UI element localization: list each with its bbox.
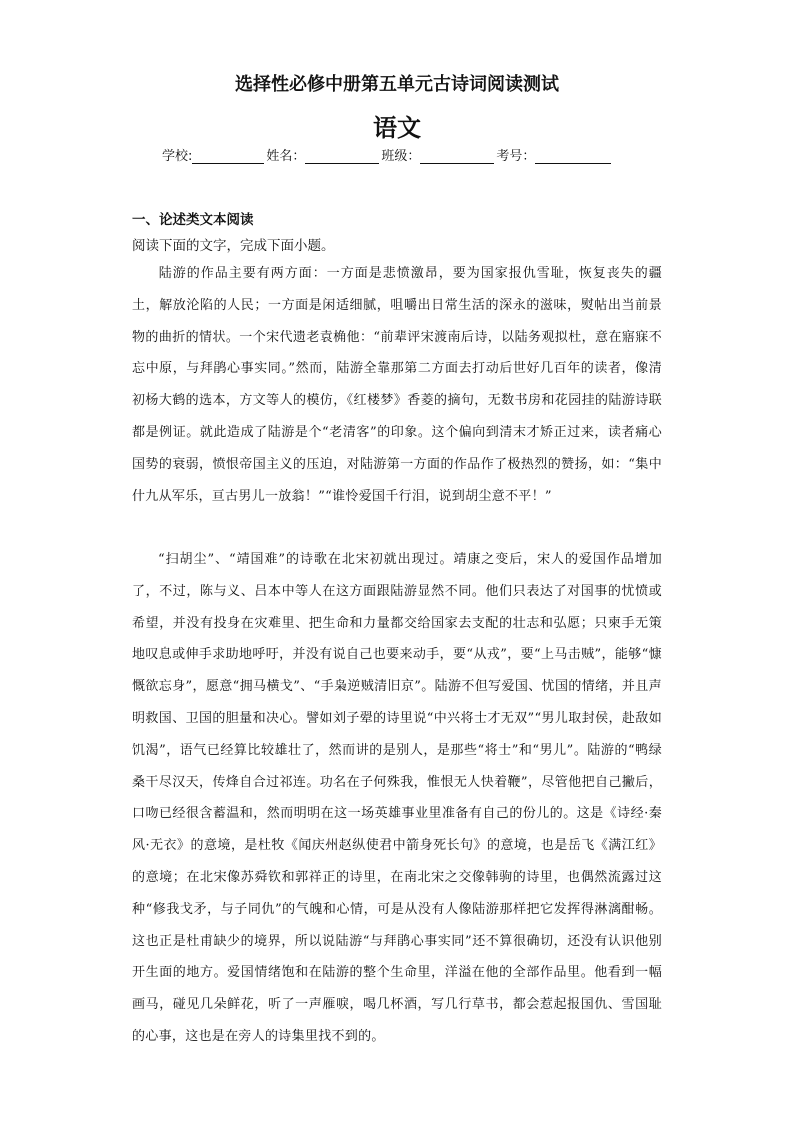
student-info-row xyxy=(162,145,613,165)
exam-number-blank[interactable] xyxy=(535,149,611,164)
section-heading: 一、论述类文本阅读 xyxy=(132,212,254,228)
school-blank[interactable] xyxy=(192,149,264,164)
name-label: 姓名： xyxy=(266,149,306,164)
class-blank[interactable] xyxy=(420,149,494,164)
name-blank[interactable] xyxy=(305,149,379,164)
paragraph-text: 陆游的作品主要有两方面：一方面是悲愤激昂，要为国家报仇雪耻，恢复丧失的疆土，解放沦陷的人民；一方面是闲适细腻，咀嚼出日常生活的深永的滋味，熨帖出当前景物的曲折的情状。一个宋代遗老袁桷他：“前辈评宋渡南后诗，以陆务观拟杜，意在寤寐不忘中原，与拜鹃心事实同。”然而，陆游全靠那第二方面去打动后世好几百年的读者，像清初杨大鹤的选本，方文等人的模仿，《红楼梦》香菱的摘句，无数书房和花园挂的陆游诗联都是例证。就此造成了陆游是个“老清客”的印象。这个偏向到清末才矫正过来，读者痛心国势的衰弱，愤恨帝国主义的压迫，对陆游第一方面的作品作了极热烈的赞扬，如：“集中什九从军乐，亘古男儿一放翁！”“谁怜爱国千行泪，说到胡尘意不平！” xyxy=(132,266,662,504)
exam-number-label: 考号： xyxy=(496,149,536,164)
reading-instruction: 阅读下面的文字，完成下面小题。 xyxy=(132,238,335,254)
subject-title: 语文 xyxy=(373,114,421,142)
school-label: 学校: xyxy=(162,149,193,164)
document-title: 选择性必修中册第五单元古诗词阅读测试 xyxy=(235,74,559,95)
passage-paragraph xyxy=(132,258,662,512)
passage-paragraph xyxy=(132,544,662,1053)
paragraph-text: “扫胡尘”、“靖国难”的诗歌在北宋初就出现过。靖康之变后，宋人的爱国作品增加了，不过，陈与义、吕本中等人在这方面跟陆游显然不同。他们只表达了对国事的忧愤或希望，并没有投身在灾难里、把生命和力量都交给国家去支配的壮志和弘愿；只柬手无策地叹息或伸手求助地呼吁，并没有说自己也要来动手，要“从戎”，要“上马击贼”，能够“慷慨欲忘身”，愿意“拥马横戈”、“手枭逆贼清旧京”。陆游不但写爱国、忧国的情绪，并且声明救国、卫国的胆量和决心。譬如刘子翚的诗里说“中兴将士才无双”“男儿取封侯，赴敌如饥渴”，语气已经算比较雄壮了，然而讲的是别人，是那些“将士”和“男儿”。陆游的“鸭绿桑干尽汉天，传烽自合过祁连。功名在子何殊我，惟恨无人快着鞭”，尽管他把自己撇后，口吻已经很含蓄温和，然而明明在这一场英雄事业里准备有自己的份儿的。这是《诗经·秦风·无衣》的意境，是杜牧《闻庆州赵纵使君中箭身死长句》的意境，也是岳飞《满江红》的意境；在北宋像苏舜钦和郭祥正的诗里，在南北宋之交像韩驹的诗里，也偶然流露过这种“修我戈矛，与子同仇”的气魄和心情，可是从没有人像陆游那样把它发挥得淋漓酣畅。这也正是杜甫缺少的境界，所以说陆游“与拜鹃心事实同”还不算很确切，还没有认识他别开生面的地方。爱国情绪饱和在陆游的整个生命里，洋溢在他的全部作品里。他看到一幅画马，碰见几朵鲜花，听了一声雁唳，喝几杯酒，写几行草书，都会惹起报国仇、雪国耻的心事，这也是在旁人的诗集里找不到的。 xyxy=(132,552,662,1044)
class-label: 班级： xyxy=(381,149,421,164)
